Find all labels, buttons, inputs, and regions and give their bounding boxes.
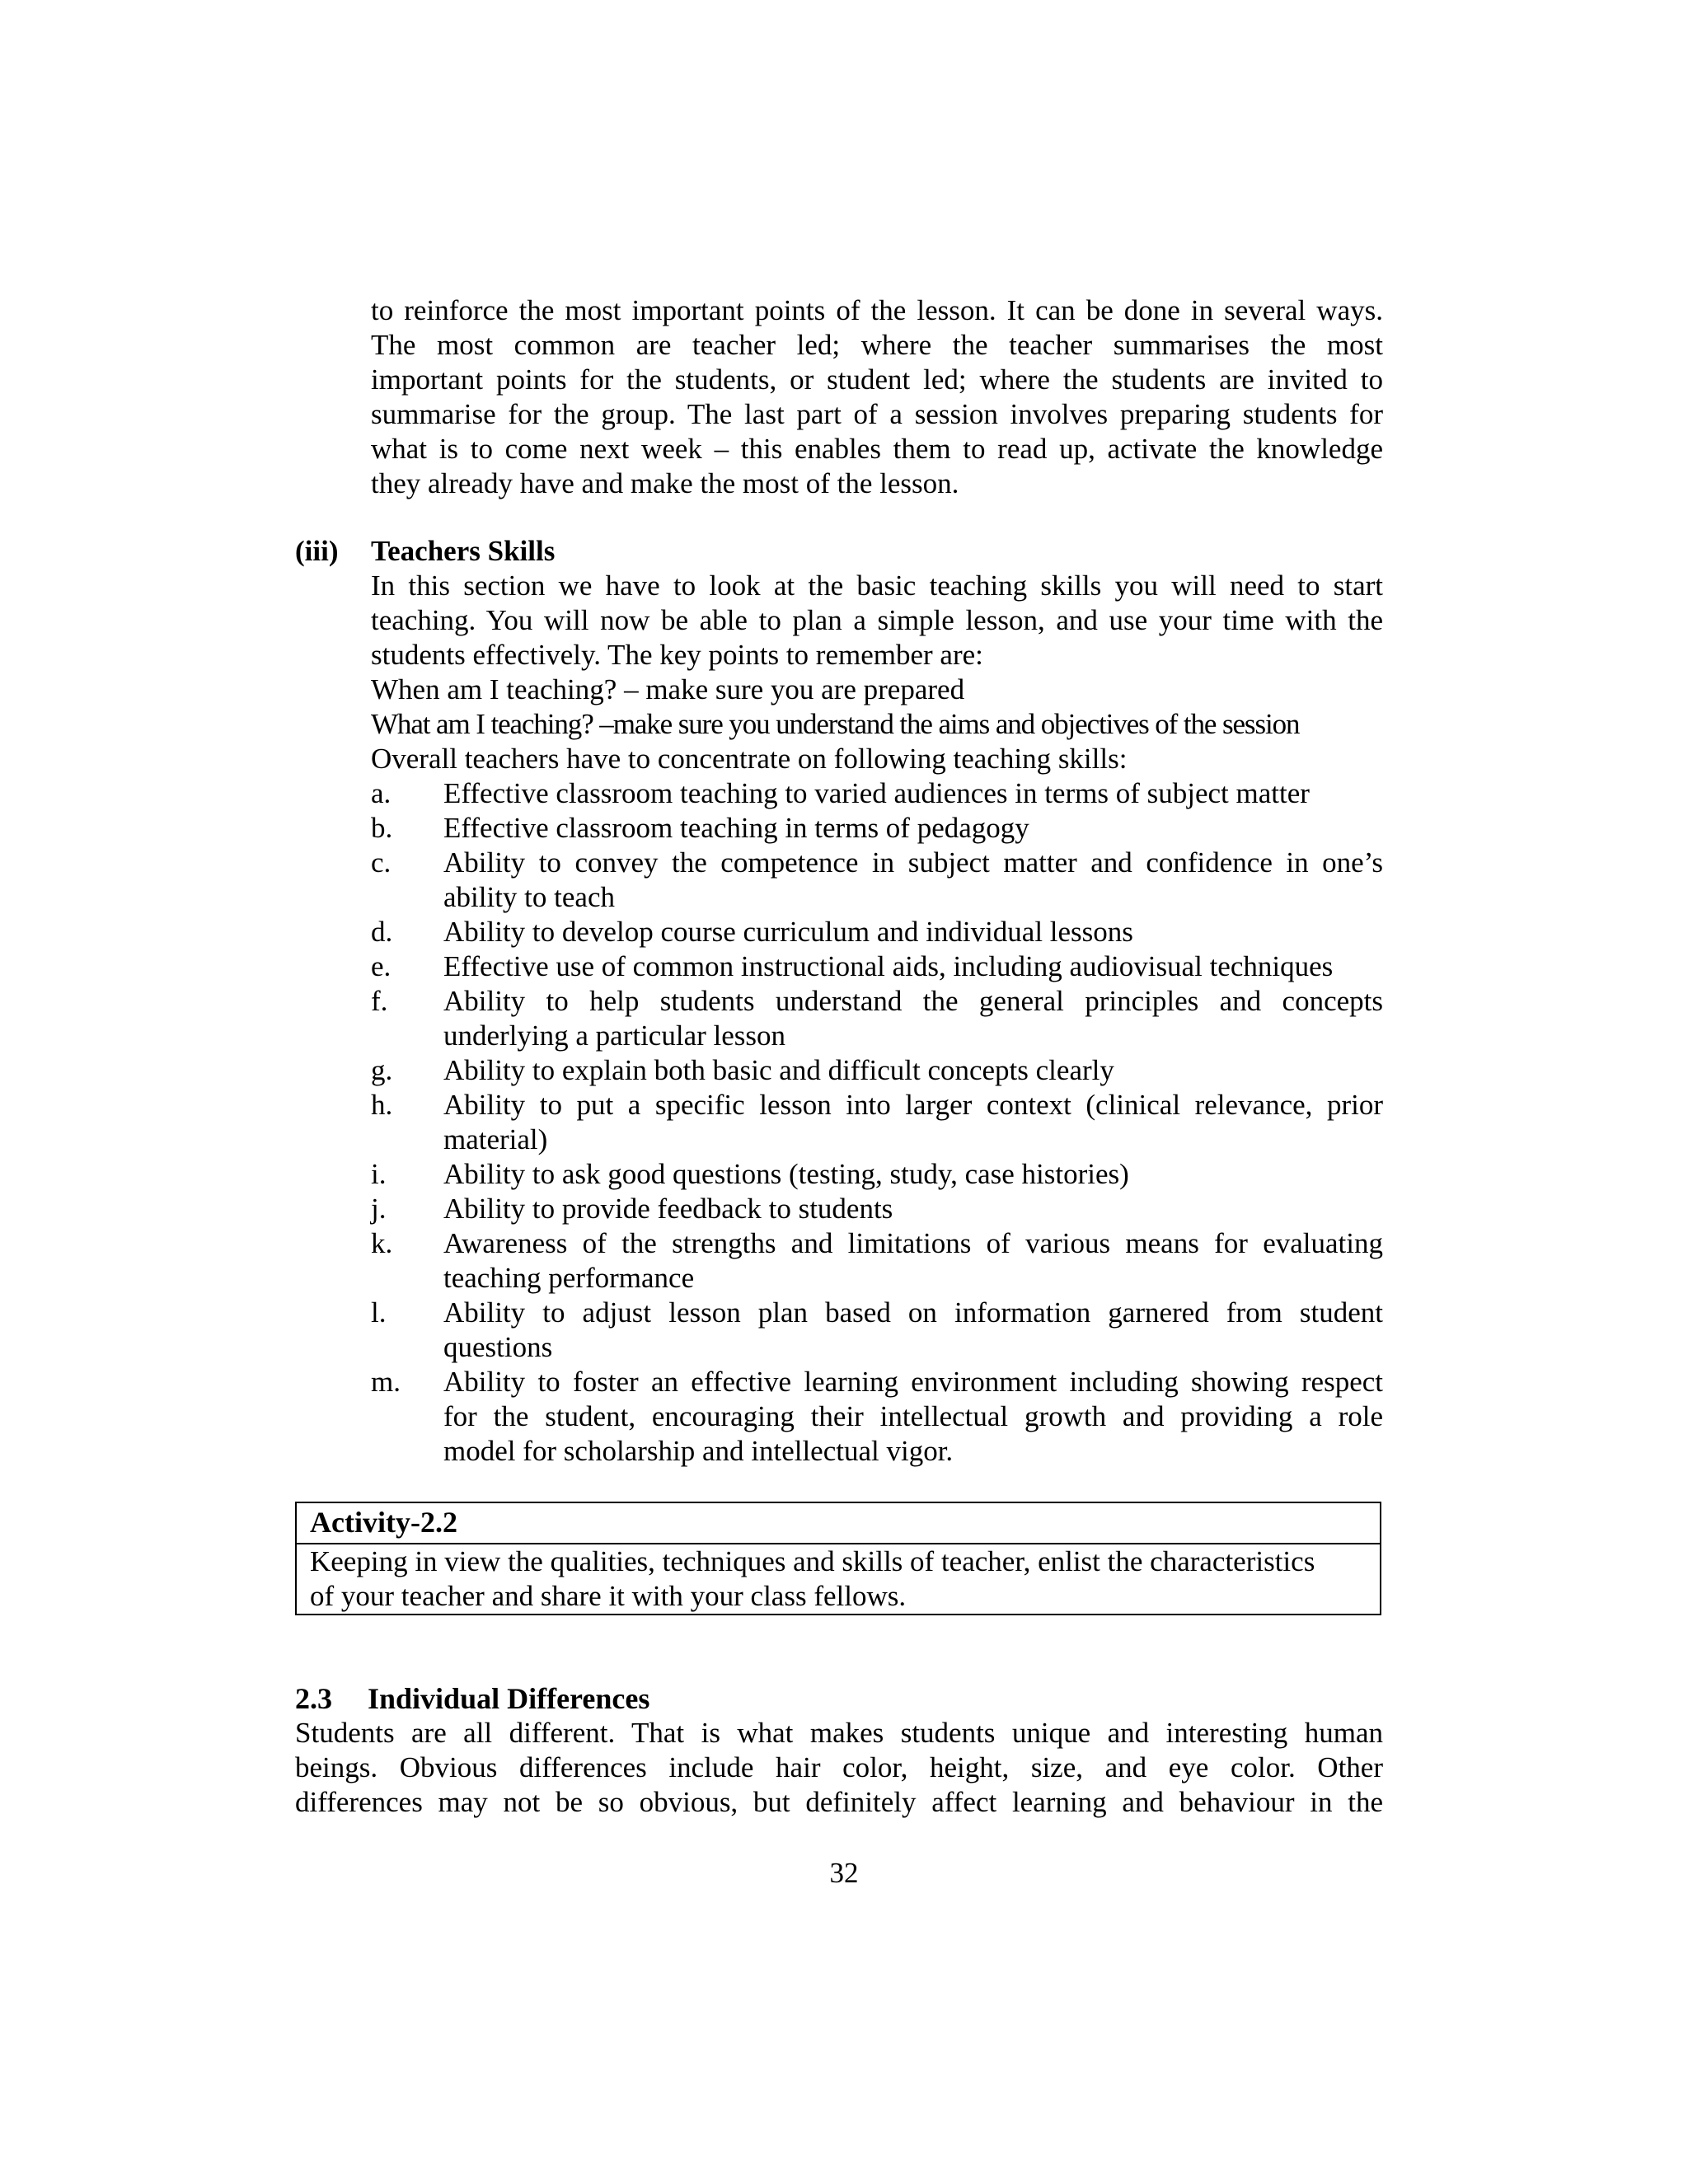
intro-line: important points for the students, or student led; where the students are invited to — [371, 363, 1383, 396]
skill-text: underlying a particular lesson — [443, 1019, 786, 1052]
list-marker: i. — [371, 1158, 387, 1190]
list-marker: m. — [371, 1366, 401, 1398]
list-marker: j. — [371, 1193, 387, 1225]
section-iii-intro — [371, 569, 1383, 673]
section-iii-title: Teachers Skills — [371, 535, 556, 567]
skill-text: Awareness of the strengths and limitations of various means for evaluating — [443, 1227, 1383, 1259]
page-number: 32 — [829, 1857, 859, 1889]
activity-line: of your teacher and share it with your class fellows. — [310, 1580, 907, 1612]
skill-text: for the student, encouraging their intellectual growth and providing a role — [443, 1400, 1383, 1432]
intro-line: what is to come next week – this enables them to read up, activate the knowledge — [371, 433, 1383, 465]
list-marker: e. — [371, 950, 392, 982]
skills-lead-in: Overall teachers have to concentrate on following teaching skills: — [371, 743, 1128, 775]
intro-line: to reinforce the most important points of the lesson. It can be done in several ways. — [371, 294, 1383, 326]
skill-text: Effective classroom teaching in terms of pedagogy — [443, 812, 1029, 844]
intro-paragraph — [371, 293, 1383, 501]
intro-line: summarise for the group. The last part of a session involves preparing students for — [371, 398, 1383, 430]
intro-line: The most common are teacher led; where the teacher summarises the most — [371, 329, 1383, 361]
skill-text: Effective classroom teaching to varied audiences in terms of subject matter — [443, 777, 1310, 809]
list-marker: l. — [371, 1296, 387, 1329]
skill-text: material) — [443, 1123, 548, 1155]
skill-text: Ability to convey the competence in subject matter and confidence in one’s — [443, 846, 1383, 879]
activity-title: Activity-2.2 — [310, 1506, 457, 1539]
skill-text: ability to teach — [443, 881, 615, 913]
skill-text: Ability to provide feedback to students — [443, 1193, 893, 1225]
section-2-3-paragraph — [295, 1716, 1383, 1820]
activity-body — [310, 1544, 1368, 1614]
list-marker: h. — [371, 1089, 393, 1121]
list-marker: f. — [371, 985, 388, 1017]
list-marker: a. — [371, 777, 392, 809]
skill-text: Ability to develop course curriculum and individual lessons — [443, 916, 1133, 948]
section-2-3-title: Individual Differences — [368, 1682, 650, 1715]
section-2-3-line: differences may not be so obvious, but definitely affect learning and behaviour in the — [295, 1786, 1383, 1818]
section-iii-intro-line: In this section we have to look at the basic teaching skills you will need to start — [371, 569, 1383, 602]
section-iii-intro-line: students effectively. The key points to remember are: — [371, 639, 983, 671]
activity-box — [295, 1502, 1381, 1615]
section-2-3-number: 2.3 — [295, 1682, 332, 1715]
skill-text: teaching performance — [443, 1262, 695, 1294]
key-point-what: What am I teaching? –make sure you understand the aims and objectives of the session — [371, 708, 1300, 740]
key-point-when: When am I teaching? – make sure you are prepared — [371, 673, 965, 705]
skill-text: Ability to explain both basic and difficult concepts clearly — [443, 1054, 1114, 1086]
skill-text: Effective use of common instructional aids, including audiovisual techniques — [443, 950, 1334, 982]
list-marker: b. — [371, 812, 393, 844]
skill-text: model for scholarship and intellectual vigor. — [443, 1435, 954, 1467]
section-iii-intro-line: teaching. You will now be able to plan a simple lesson, and use your time with the — [371, 604, 1383, 636]
intro-line: they already have and make the most of the lesson. — [371, 467, 959, 499]
section-iii-number: (iii) — [295, 535, 339, 567]
skill-text: Ability to ask good questions (testing, study, case histories) — [443, 1158, 1129, 1190]
skill-text: Ability to adjust lesson plan based on information garnered from student — [443, 1296, 1383, 1329]
skill-text: questions — [443, 1331, 553, 1363]
list-marker: c. — [371, 846, 392, 879]
list-marker: g. — [371, 1054, 393, 1086]
list-marker: d. — [371, 916, 393, 948]
skill-text: Ability to help students understand the general principles and concepts — [443, 985, 1383, 1017]
skill-text: Ability to foster an effective learning environment including showing respect — [443, 1366, 1383, 1398]
activity-line: Keeping in view the qualities, techniques and skills of teacher, enlist the characteristics — [310, 1545, 1315, 1577]
section-2-3-line: Students are all different. That is what makes students unique and interesting human — [295, 1717, 1383, 1749]
list-marker: k. — [371, 1227, 393, 1259]
section-2-3-line: beings. Obvious differences include hair color, height, size, and eye color. Other — [295, 1751, 1383, 1783]
skill-text: Ability to put a specific lesson into larger context (clinical relevance, prior — [443, 1089, 1383, 1121]
